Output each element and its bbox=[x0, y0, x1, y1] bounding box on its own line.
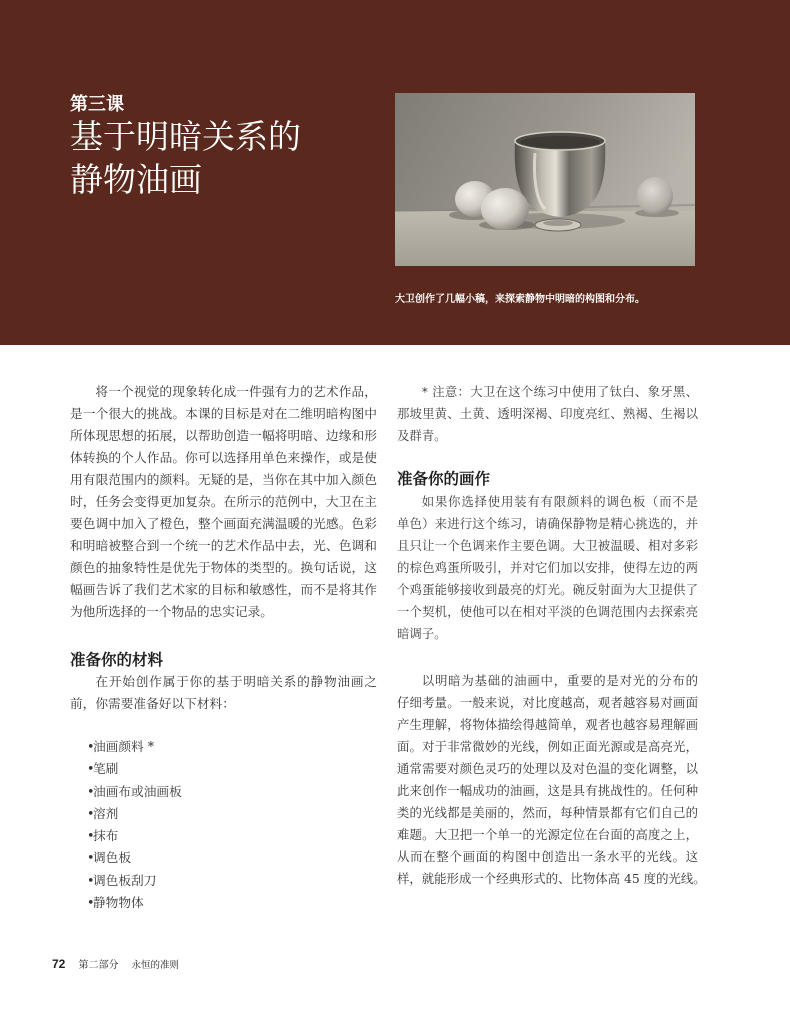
bullet-icon bbox=[87, 847, 94, 869]
image-caption: 大卫创作了几幅小稿，来探索静物中明暗的构图和分布。 bbox=[395, 294, 645, 305]
text-line: 在开始创作属于你的基于明暗关系的静物油画之 bbox=[95, 674, 377, 689]
text-line: 是一个很大的挑战。本课的目标是对在二维明暗构图中 bbox=[70, 406, 377, 421]
intro-paragraph bbox=[70, 381, 377, 623]
text-line: 且只让一个色调来作主要色调。大卫被温暖、相对多彩 bbox=[397, 538, 698, 553]
list-item bbox=[70, 870, 377, 892]
list-item-label: 调色板刮刀 bbox=[93, 872, 157, 888]
text-line: 个鸡蛋能够接收到最亮的灯光。碗反射面为大卫提供了 bbox=[397, 582, 698, 597]
materials-list bbox=[70, 736, 377, 914]
text-line: 颜色的抽象特性是优先于物体的类型的。换句话说，这 bbox=[70, 560, 377, 575]
text-line: 此来创作一幅成功的油画，这是具有挑战性的。任何种 bbox=[397, 783, 698, 798]
text-line: 通常需要对颜色灵巧的处理以及对色温的变化调整，以 bbox=[397, 761, 698, 776]
text-line: 面。对于非常微妙的光线，例如正面光源或是高亮光， bbox=[397, 739, 698, 754]
text-line: 及群青。 bbox=[397, 428, 447, 443]
footer-part: 第二部分 bbox=[78, 960, 119, 971]
text-line: 那坡里黄、土黄、透明深褐、印度亮红、熟褐、生褐以 bbox=[397, 406, 698, 421]
text-line: 暗调子。 bbox=[397, 626, 447, 641]
still-life-sketch-image bbox=[395, 93, 695, 266]
lesson-label: 第三课 bbox=[70, 94, 124, 115]
lesson-title-line: 静物油画 bbox=[70, 160, 202, 199]
text-line: 的棕色鸡蛋所吸引，并对它们加以安排，使得左边的两 bbox=[397, 560, 698, 575]
text-line: 幅画告诉了我们艺术家的目标和敏感性，而不是将其作 bbox=[70, 582, 377, 597]
text-line: 以明暗为基础的油画中，重要的是对光的分布的 bbox=[421, 673, 698, 688]
footer-section: 永恒的准则 bbox=[131, 960, 180, 971]
lesson-title bbox=[70, 115, 301, 201]
bullet-icon bbox=[87, 892, 94, 914]
text-line: * 注意：大卫在这个练习中使用了钛白、象牙黑、 bbox=[421, 384, 698, 399]
bullet-icon bbox=[87, 825, 94, 847]
list-item-label: 静物物体 bbox=[93, 895, 144, 911]
bullet-icon bbox=[87, 758, 94, 780]
bullet-icon bbox=[87, 736, 94, 758]
list-item-label: 抹布 bbox=[93, 828, 119, 844]
text-line: 单色）来进行这个练习，请确保静物是精心挑选的，并 bbox=[397, 516, 698, 531]
text-line: 类的光线都是美丽的，然而，每种情景都有它们自己的 bbox=[397, 805, 698, 820]
text-line: 为他所选择的一个物品的忠实记录。 bbox=[70, 604, 273, 619]
text-line: 如果你选择使用装有有限颜料的调色板（而不是 bbox=[421, 494, 698, 509]
list-item bbox=[70, 825, 377, 847]
bullet-icon bbox=[87, 781, 94, 803]
prep-paragraph bbox=[397, 491, 698, 645]
prep-heading: 准备你的画作 bbox=[397, 470, 491, 488]
text-line: 前，你需要准备好以下材料： bbox=[70, 696, 235, 711]
text-line: 所体现思想的拓展，以帮助创造一幅将明暗、边缘和形 bbox=[70, 428, 377, 443]
materials-heading: 准备你的材料 bbox=[70, 651, 164, 669]
text-line: 和明暗被整合到一个统一的艺术作品中去，光、色调和 bbox=[70, 538, 377, 553]
list-item bbox=[70, 736, 377, 758]
list-item-label: 油画颜料 * bbox=[93, 739, 155, 754]
materials-intro-paragraph bbox=[70, 671, 377, 715]
text-line: 一个契机，使他可以在相对平淡的色调范围内去探索亮 bbox=[397, 604, 698, 619]
list-item-label: 调色板 bbox=[93, 850, 132, 866]
text-line: 体转换的个人作品。你可以选择用单色来操作，或是使 bbox=[70, 450, 377, 465]
list-item-label: 油画布或油画板 bbox=[93, 783, 182, 799]
light-paragraph bbox=[397, 670, 706, 890]
text-line: 要色调中加入了橙色，整个画面充满温暖的光感。色彩 bbox=[70, 516, 377, 531]
text-line: 仔细考量。一般来说，对比度越高，观者越容易对画面 bbox=[397, 695, 698, 710]
page-footer bbox=[52, 955, 179, 971]
page-number: 72 bbox=[52, 957, 66, 971]
lesson-title-line: 基于明暗关系的 bbox=[70, 117, 301, 156]
text-line: 用有限范围内的颜料。无疑的是，当你在其中加入颜色 bbox=[70, 472, 377, 487]
text-line: 产生理解，将物体描绘得越简单，观者也越容易理解画 bbox=[397, 717, 698, 732]
list-item bbox=[70, 781, 377, 803]
text-line: 难题。大卫把一个单一的光源定位在台面的高度之上， bbox=[397, 827, 698, 842]
bullet-icon bbox=[87, 803, 94, 825]
bullet-icon bbox=[87, 870, 94, 892]
list-item bbox=[70, 892, 377, 914]
list-item bbox=[70, 758, 377, 780]
text-line: 从而在整个画面的构图中创造出一条水平的光线。这 bbox=[397, 849, 698, 864]
text-line: 时，任务会变得更加复杂。在所示的范例中，大卫在主 bbox=[70, 494, 377, 509]
list-item bbox=[70, 803, 377, 825]
list-item bbox=[70, 847, 377, 869]
text-line: 样，就能形成一个经典形式的、比物体高 45 度的光线。 bbox=[397, 871, 706, 886]
list-item-label: 溶剂 bbox=[93, 805, 119, 821]
list-item-label: 笔刷 bbox=[93, 761, 119, 777]
pigment-note bbox=[397, 381, 698, 447]
text-line: 将一个视觉的现象转化成一件强有力的艺术作品， bbox=[95, 384, 377, 399]
